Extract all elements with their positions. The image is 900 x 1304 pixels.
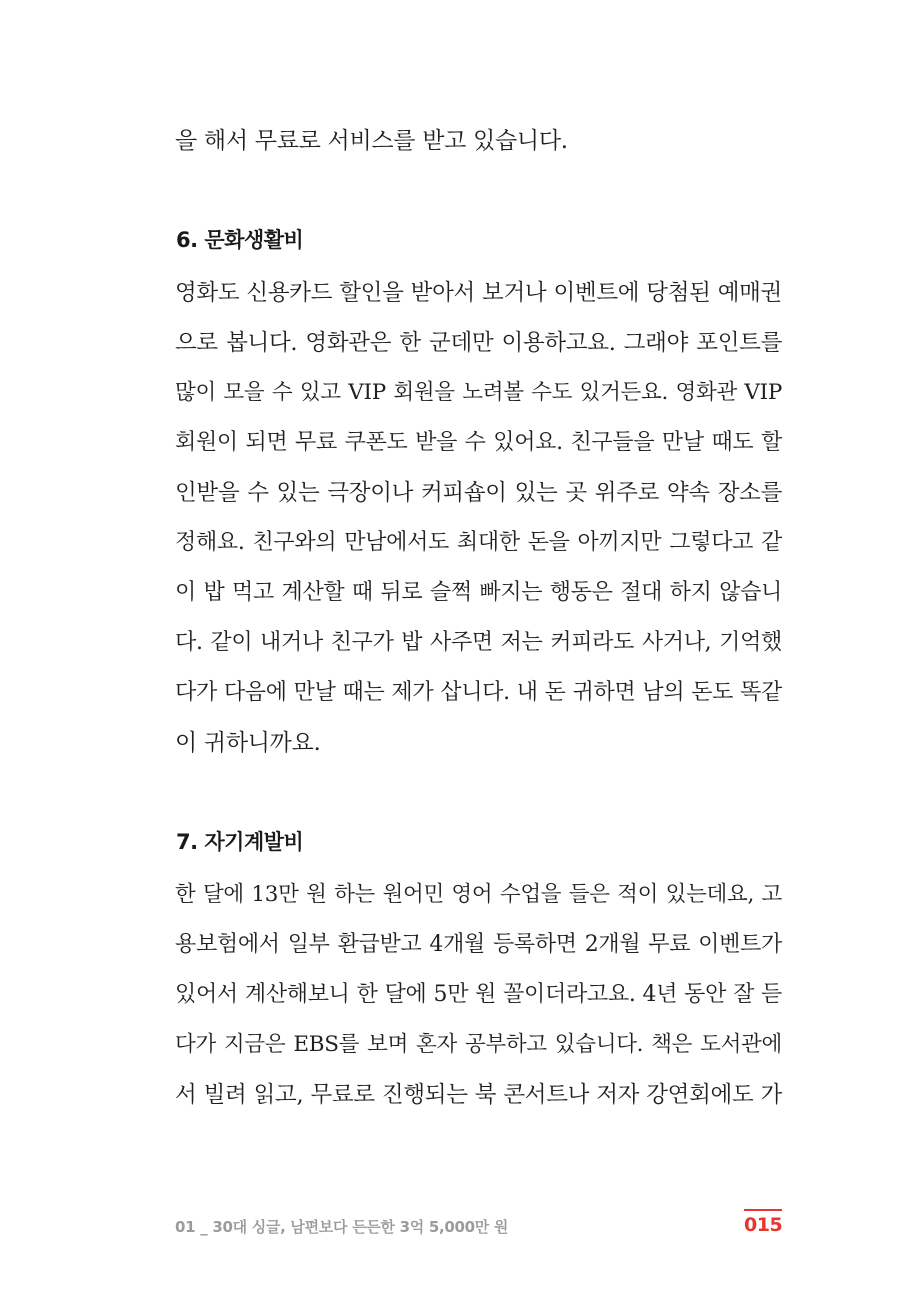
body-text-line: 있어서 계산해보니 한 달에 5만 원 꼴이더라고요. 4년 동안 잘 듣	[175, 982, 782, 1007]
body-text-line: 이 밥 먹고 계산할 때 뒤로 슬쩍 빠지는 행동은 절대 하지 않습니	[175, 580, 782, 605]
body-text-line: 다. 같이 내거나 친구가 밥 사주면 저는 커피라도 사거나, 기억했	[175, 630, 782, 655]
heading-highlight	[174, 855, 305, 860]
body-text-line: 영화도 신용카드 할인을 받아서 보거나 이벤트에 당첨된 예매권	[175, 280, 782, 306]
body-text-line: 용보험에서 일부 환급받고 4개월 등록하면 2개월 무료 이벤트가	[175, 932, 782, 957]
body-text-line: 회원이 되면 무료 쿠폰도 받을 수 있어요. 친구들을 만날 때도 할	[175, 430, 782, 455]
section-heading-culture	[174, 226, 305, 256]
body-text-line: 서 빌려 읽고, 무료로 진행되는 북 콘서트나 저자 강연회에도 가	[175, 1082, 782, 1108]
page-number: 015	[744, 1214, 783, 1236]
section-heading-self-development	[174, 828, 305, 858]
heading-highlight	[174, 253, 305, 258]
page-number-rule	[744, 1209, 782, 1211]
body-text-line: 정해요. 친구와의 만남에서도 최대한 돈을 아끼지만 그렇다고 같	[175, 530, 782, 555]
body-text-line: 이 귀하니까요.	[175, 730, 321, 756]
body-text-line: 한 달에 13만 원 하는 원어민 영어 수업을 들은 적이 있는데요, 고	[175, 882, 782, 907]
body-text-line: 다가 다음에 만날 때는 제가 삽니다. 내 돈 귀하면 남의 돈도 똑같	[175, 680, 782, 705]
body-text-line: 많이 모을 수 있고 VIP 회원을 노려볼 수도 있거든요. 영화관 VIP	[175, 380, 782, 405]
body-text-line: 으로 봅니다. 영화관은 한 군데만 이용하고요. 그래야 포인트를	[175, 330, 782, 356]
section-heading-text: 6. 문화생활비	[176, 228, 304, 252]
body-text-line: 인받을 수 있는 극장이나 커피숍이 있는 곳 위주로 약속 장소를	[175, 480, 782, 506]
body-text-line: 다가 지금은 EBS를 보며 혼자 공부하고 있습니다. 책은 도서관에	[175, 1032, 782, 1057]
section-heading-text: 7. 자기계발비	[176, 830, 304, 854]
running-footer-chapter: 01 _ 30대 싱글, 남편보다 든든한 3억 5,000만 원	[175, 1218, 509, 1236]
body-text-line: 을 해서 무료로 서비스를 받고 있습니다.	[175, 128, 568, 154]
